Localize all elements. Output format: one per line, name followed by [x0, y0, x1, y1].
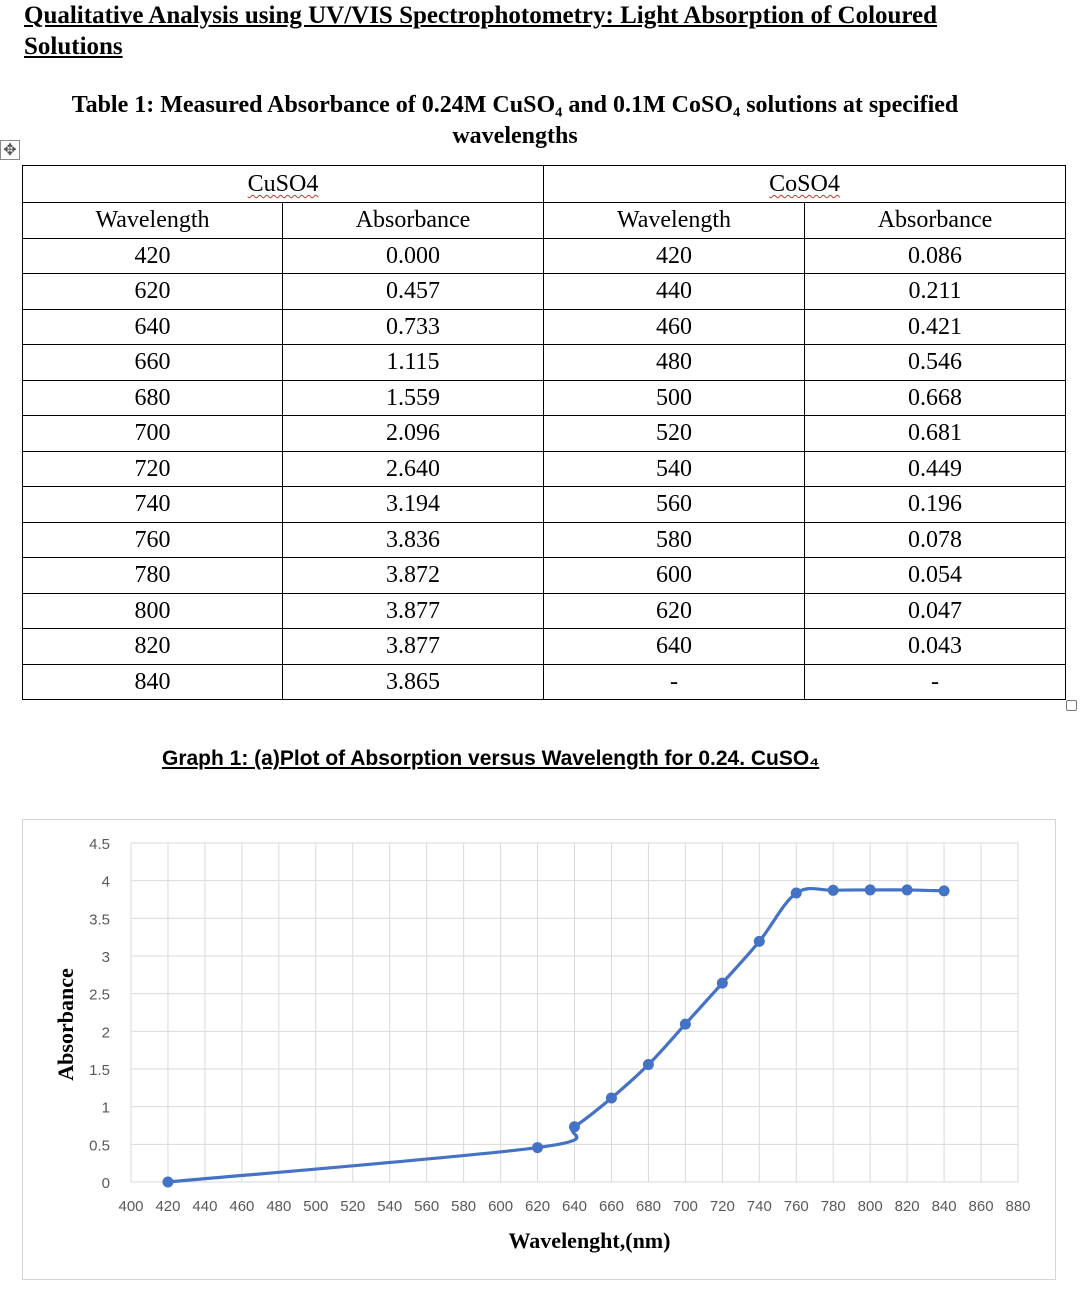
data-point — [828, 885, 839, 896]
absorbance-table — [22, 165, 1066, 700]
table-cell: 0.449 — [805, 451, 1066, 487]
table-cell: 780 — [23, 558, 283, 594]
table-cell: 0.054 — [805, 558, 1066, 594]
table-header-row — [23, 203, 1066, 239]
table-cell: 520 — [544, 416, 805, 452]
table-cell: 0.681 — [805, 416, 1066, 452]
header-cell: Wavelength — [23, 203, 283, 239]
table-cell: 740 — [23, 487, 283, 523]
table-cell: 0.196 — [805, 487, 1066, 523]
x-tick-label: 480 — [266, 1198, 292, 1215]
table-cell: 1.115 — [283, 345, 544, 381]
table-cell: 480 — [544, 345, 805, 381]
table-cell: 0.546 — [805, 345, 1066, 381]
table-cell: 840 — [23, 664, 283, 700]
table-cell: 0.668 — [805, 380, 1066, 416]
table-cell: 0.000 — [283, 238, 544, 274]
table-cell: 3.877 — [283, 629, 544, 665]
table-cell: 3.877 — [283, 593, 544, 629]
table-cell: 2.640 — [283, 451, 544, 487]
table-cell: 0.421 — [805, 309, 1066, 345]
x-tick-label: 820 — [894, 1198, 920, 1215]
y-axis-title: Absorbance — [53, 968, 78, 1081]
x-tick-label: 800 — [857, 1198, 883, 1215]
table-cell: 600 — [544, 558, 805, 594]
table-cell: 0.211 — [805, 274, 1066, 310]
x-tick-label: 640 — [561, 1198, 588, 1215]
y-tick-label: 1.5 — [89, 1062, 110, 1079]
group-header-cuso4: CuSO4 — [23, 166, 544, 203]
table-row — [23, 487, 1066, 523]
data-point — [680, 1019, 691, 1030]
table-cell: 0.078 — [805, 522, 1066, 558]
y-tick-label: 2.5 — [89, 986, 110, 1004]
data-point — [791, 888, 802, 899]
x-tick-label: 840 — [931, 1198, 957, 1215]
table-move-handle-icon[interactable]: ✥ — [0, 140, 20, 160]
x-tick-label: 780 — [820, 1198, 846, 1215]
table-row — [23, 629, 1066, 665]
table-cell: 580 — [544, 522, 805, 558]
x-tick-label: 520 — [340, 1198, 366, 1215]
table-row — [23, 380, 1066, 416]
table-cell: 660 — [23, 345, 283, 381]
data-point — [606, 1093, 617, 1104]
x-tick-label: 680 — [635, 1198, 661, 1215]
table-cell: 0.043 — [805, 629, 1066, 665]
table-cell: 800 — [23, 593, 283, 629]
header-cell: Absorbance — [283, 203, 544, 239]
y-tick-label: 3.5 — [89, 911, 110, 929]
table-cell: 820 — [23, 629, 283, 665]
table-group-row — [23, 166, 1066, 203]
data-point — [569, 1121, 580, 1132]
table-row — [23, 593, 1066, 629]
x-tick-label: 460 — [229, 1198, 255, 1215]
table-cell: 3.865 — [283, 664, 544, 700]
data-point — [643, 1059, 654, 1070]
table-row — [23, 558, 1066, 594]
x-tick-label: 660 — [598, 1198, 624, 1215]
table-cell: 680 — [23, 380, 283, 416]
chart-frame[interactable] — [22, 819, 1056, 1280]
table-cell: 440 — [544, 274, 805, 310]
x-tick-label: 880 — [1005, 1198, 1031, 1215]
data-point — [754, 936, 765, 947]
table-cell: 720 — [23, 451, 283, 487]
table-cell: 760 — [23, 522, 283, 558]
table-cell: - — [805, 664, 1066, 700]
table-cell: - — [544, 664, 805, 700]
y-tick-label: 4 — [101, 873, 110, 891]
table-cell: 460 — [544, 309, 805, 345]
table-cell: 620 — [23, 274, 283, 310]
data-point — [902, 884, 913, 895]
table-row — [23, 664, 1066, 700]
x-axis-title: Wavelenght,(nm) — [508, 1228, 671, 1253]
table-cell: 420 — [23, 238, 283, 274]
x-tick-label: 580 — [451, 1198, 477, 1215]
table-cell: 3.194 — [283, 487, 544, 523]
table-cell: 1.559 — [283, 380, 544, 416]
y-tick-label: 1 — [101, 1099, 110, 1117]
x-tick-label: 700 — [672, 1198, 698, 1215]
y-tick-label: 4.5 — [89, 836, 110, 853]
table-resize-handle[interactable] — [1066, 700, 1077, 711]
y-tick-label: 0.5 — [89, 1137, 110, 1155]
table-cell: 420 — [544, 238, 805, 274]
x-tick-label: 540 — [377, 1198, 403, 1215]
table-row — [23, 522, 1066, 558]
x-tick-label: 720 — [709, 1198, 735, 1215]
y-tick-label: 3 — [101, 949, 110, 966]
table-body — [23, 238, 1066, 700]
table-row — [23, 238, 1066, 274]
data-point — [532, 1142, 543, 1153]
table-row — [23, 345, 1066, 381]
table-cell: 700 — [23, 416, 283, 452]
group-header-coso4: CoSO4 — [544, 166, 1066, 203]
y-tick-label: 2 — [101, 1024, 110, 1042]
x-tick-label: 740 — [746, 1198, 772, 1215]
absorbance-chart — [23, 820, 1057, 1281]
table-cell: 3.836 — [283, 522, 544, 558]
data-point — [865, 884, 876, 895]
header-cell: Wavelength — [544, 203, 805, 239]
table-cell: 640 — [23, 309, 283, 345]
x-tick-label: 560 — [414, 1198, 440, 1215]
table-cell: 0.457 — [283, 274, 544, 310]
table-cell: 620 — [544, 593, 805, 629]
x-tick-label: 760 — [783, 1198, 809, 1215]
table-cell: 640 — [544, 629, 805, 665]
header-cell: Absorbance — [805, 203, 1066, 239]
x-tick-label: 600 — [488, 1198, 514, 1215]
table-cell: 0.086 — [805, 238, 1066, 274]
document-title: Qualitative Analysis using UV/VIS Spectrophotometry: Light Absorption of Coloured Solutions — [24, 2, 938, 60]
x-tick-label: 400 — [118, 1198, 144, 1215]
table-caption: Table 1: Measured Absorbance of 0.24M CuSO₄ and 0.1M CoSO₄ solutions at specified wavelengths — [71, 92, 959, 149]
x-tick-label: 860 — [968, 1198, 994, 1215]
x-tick-label: 440 — [192, 1198, 218, 1215]
y-tick-label: 0 — [101, 1175, 110, 1192]
table-cell: 560 — [544, 487, 805, 523]
data-point — [939, 885, 950, 896]
table-cell: 2.096 — [283, 416, 544, 452]
x-tick-label: 420 — [155, 1198, 181, 1215]
data-point — [717, 978, 728, 989]
table-row — [23, 274, 1066, 310]
x-tick-label: 620 — [525, 1198, 551, 1215]
table-row — [23, 309, 1066, 345]
table-row — [23, 416, 1066, 452]
graph-caption: Graph 1: (a)Plot of Absorption versus Wavelength for 0.24. CuSO₄ — [162, 747, 820, 770]
x-tick-label: 500 — [303, 1198, 329, 1215]
table-cell: 0.047 — [805, 593, 1066, 629]
series-line — [168, 889, 944, 1182]
data-point — [162, 1177, 173, 1188]
table-row — [23, 451, 1066, 487]
table-cell: 500 — [544, 380, 805, 416]
table-cell: 540 — [544, 451, 805, 487]
table-cell: 3.872 — [283, 558, 544, 594]
table-cell: 0.733 — [283, 309, 544, 345]
